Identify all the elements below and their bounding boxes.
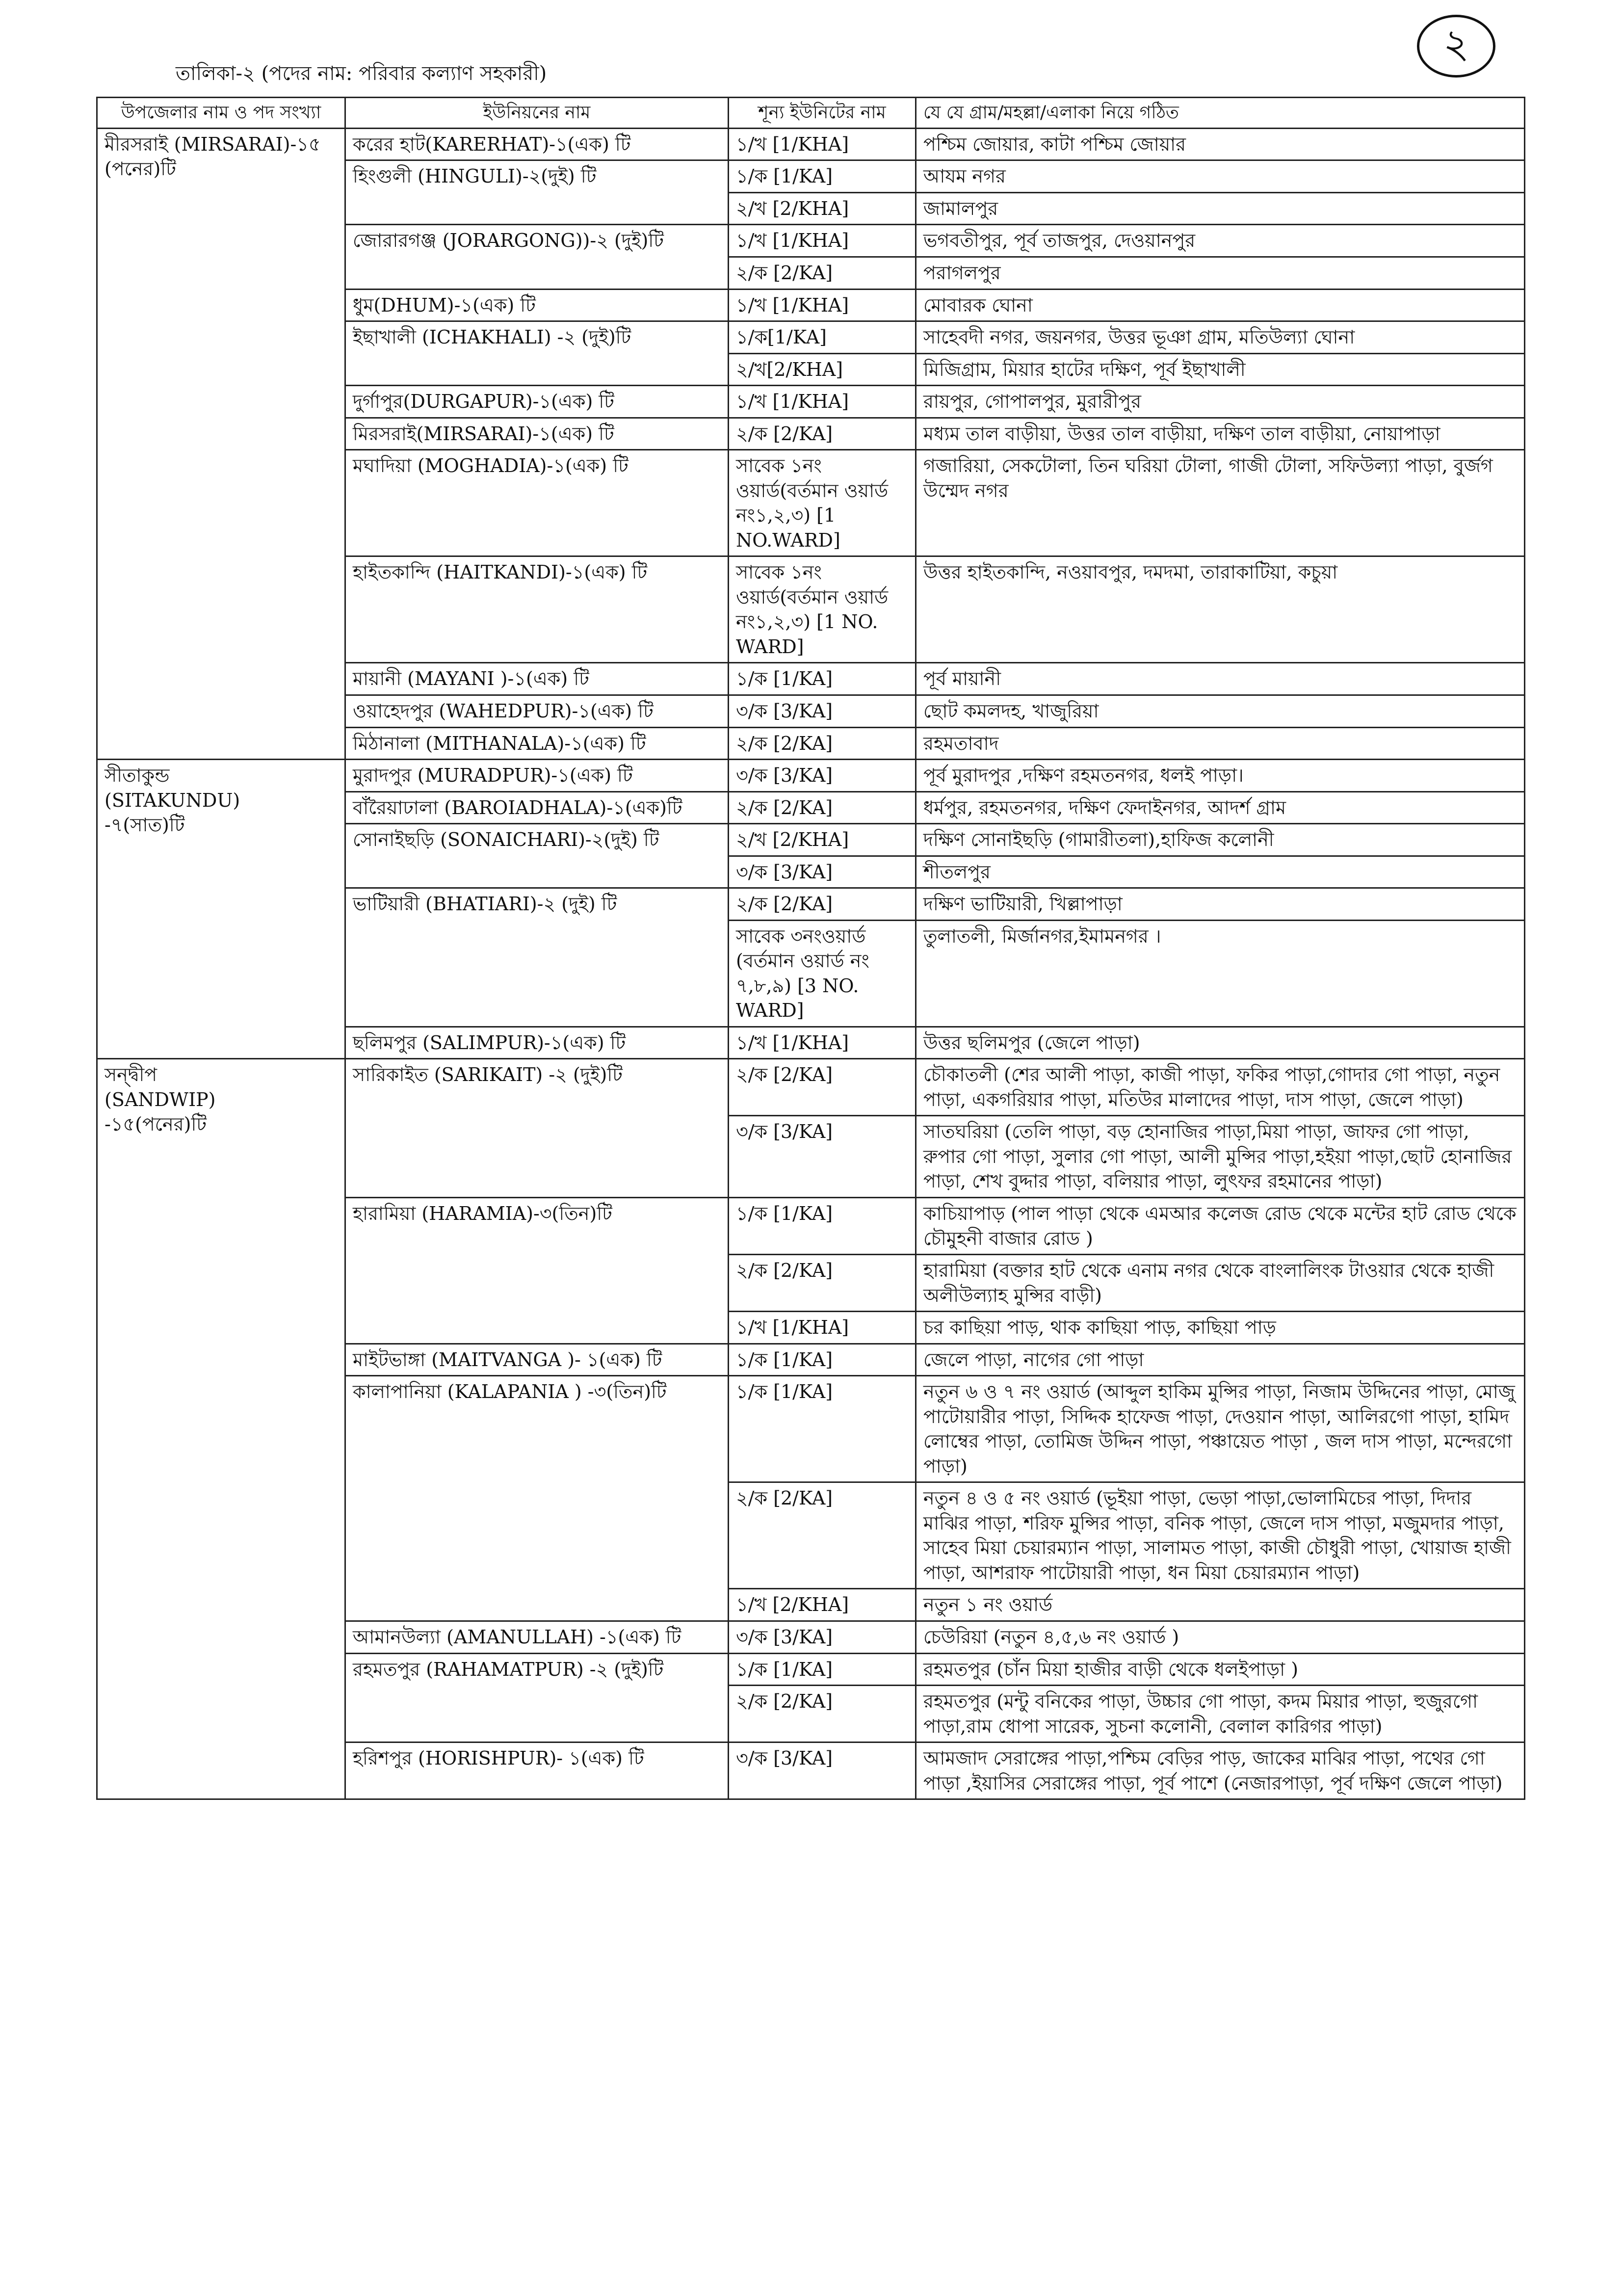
union-name-cell: মঘাদিয়া (MOGHADIA)-১(এক) টি xyxy=(345,450,729,556)
area-cell: পরাগলপুর xyxy=(916,257,1525,290)
unit-cell: ১/খ [1/KHA] xyxy=(729,225,916,257)
area-cell: চেউরিয়া (নতুন ৪,৫,৬ নং ওয়ার্ড ) xyxy=(916,1621,1525,1653)
area-cell: জেলে পাড়া, নাগের গো পাড়া xyxy=(916,1344,1525,1376)
union-name-cell: হরিশপুর (HORISHPUR)- ১(এক) টি xyxy=(345,1742,729,1799)
page-number: ২ xyxy=(1417,15,1495,78)
table-row xyxy=(97,760,1525,792)
table-header-row xyxy=(97,98,1525,129)
area-cell: মধ্যম তাল বাড়ীয়া, উত্তর তাল বাড়ীয়া, দক্ষিণ তাল বাড়ীয়া, নোয়াপাড়া xyxy=(916,418,1525,450)
union-name-cell: কালাপানিয়া (KALAPANIA ) -৩(তিন)টি xyxy=(345,1376,729,1621)
area-cell: চৌকাতলী (শের আলী পাড়া, কাজী পাড়া, ফকির পাড়া,গোদার গো পাড়া, নতুন পাড়া, একগরিয়ার পাড়া, মতিউর মালাদের পাড়া, দাস পাড়া, জেলে পাড়া) xyxy=(916,1059,1525,1116)
unit-cell: ১/খ [1/KHA] xyxy=(729,128,916,160)
upazila-name-line: -১৫(পনের)টি xyxy=(105,1113,207,1135)
unit-cell: ২/ক [2/KA] xyxy=(729,1482,916,1589)
union-name-cell: জোরারগঞ্জ (JORARGONG))-২ (দুই)টি xyxy=(345,225,729,289)
area-cell: মিজিগ্রাম, মিয়ার হাটের দক্ষিণ, পূর্ব ইছাখালী xyxy=(916,353,1525,386)
union-name-cell: সারিকাইত (SARIKAIT) -২ (দুই)টি xyxy=(345,1059,729,1198)
area-cell: ধর্মপুর, রহমতনগর, দক্ষিণ ফেদাইনগর, আদর্শ গ্রাম xyxy=(916,792,1525,824)
unit-cell: ৩/ক [3/KA] xyxy=(729,695,916,727)
area-cell: নতুন ৬ ও ৭ নং ওয়ার্ড (আব্দুল হাকিম মুন্সির পাড়া, নিজাম উদ্দিনের পাড়া, মোজু পাটোয়ারীর পাড়া, সিদ্দিক হাফেজ পাড়া, দেওয়ান পাড়া, আলিরগো পাড়া, হামিদ লোম্বের পাড়া, তোমিজ উদ্দিন পাড়া, পঞ্চায়েত পাড়া , জল দাস পাড়া, মন্দেরগো পাড়া) xyxy=(916,1376,1525,1482)
unit-cell: ২/খ[2/KHA] xyxy=(729,353,916,386)
header-upazila: উপজেলার নাম ও পদ সংখ্যা xyxy=(97,98,345,129)
unit-cell: ১/ক [1/KA] xyxy=(729,1376,916,1482)
unit-cell: ৩/ক [3/KA] xyxy=(729,1116,916,1198)
area-cell: চর কাছিয়া পাড়, থাক কাছিয়া পাড়, কাছিয়া পাড় xyxy=(916,1312,1525,1344)
unit-cell: ২/ক [2/KA] xyxy=(729,1059,916,1116)
table-caption: তালিকা-২ (পদের নাম: পরিবার কল্যাণ সহকারী) xyxy=(176,62,547,85)
unit-cell: ২/ক [2/KA] xyxy=(729,888,916,921)
upazila-cell xyxy=(97,760,345,1059)
union-name-cell: ছলিমপুর (SALIMPUR)-১(এক) টি xyxy=(345,1027,729,1059)
unit-cell: ১/খ [2/KHA] xyxy=(729,1589,916,1621)
union-name-cell: হিংগুলী (HINGULI)-২(দুই) টি xyxy=(345,160,729,225)
header-unit: শূন্য ইউনিটের নাম xyxy=(729,98,916,129)
area-cell: গজারিয়া, সেকটোলা, তিন ঘরিয়া টোলা, গাজী টোলা, সফিউল্যা পাড়া, বুর্জগ উম্মেদ নগর xyxy=(916,450,1525,556)
union-name-cell: মিঠানালা (MITHANALA)-১(এক) টি xyxy=(345,727,729,760)
union-name-cell: করের হাট(KARERHAT)-১(এক) টি xyxy=(345,128,729,160)
union-name-cell: মায়ানী (MAYANI )-১(এক) টি xyxy=(345,663,729,695)
upazila-name-line: -৭(সাত)টি xyxy=(105,814,185,836)
unit-cell: ১/খ [1/KHA] xyxy=(729,1312,916,1344)
union-name-cell: হাইতকান্দি (HAITKANDI)-১(এক) টি xyxy=(345,556,729,663)
unit-cell: ২/খ [2/KHA] xyxy=(729,192,916,225)
unit-cell: ২/ক [2/KA] xyxy=(729,727,916,760)
union-name-cell: রহমতপুর (RAHAMATPUR) -২ (দুই)টি xyxy=(345,1653,729,1742)
union-name-cell: ইছাখালী (ICHAKHALI) -২ (দুই)টি xyxy=(345,321,729,386)
area-cell: দক্ষিণ ভাটিয়ারী, খিল্লাপাড়া xyxy=(916,888,1525,921)
unit-cell: ১/ক [1/KA] xyxy=(729,1344,916,1376)
area-cell: আযম নগর xyxy=(916,160,1525,193)
upazila-name-line: সীতাকুন্ড xyxy=(105,765,170,787)
area-cell: উত্তর হাইতকান্দি, নওয়াবপুর, দমদমা, তারাকাটিয়া, কচুয়া xyxy=(916,556,1525,663)
union-name-cell: ভাটিয়ারী (BHATIARI)-২ (দুই) টি xyxy=(345,888,729,1027)
upazila-name-line: মীরসরাই (MIRSARAI)-১৫ xyxy=(105,133,321,155)
area-cell: হারামিয়া (বক্তার হাট থেকে এনাম নগর থেকে বাংলালিংক টাওয়ার থেকে হাজী অলীউল্যাহ মুন্সির বাড়ী) xyxy=(916,1255,1525,1312)
area-cell: নতুন ৪ ও ৫ নং ওয়ার্ড (ভূইয়া পাড়া, ভেড়া পাড়া,ভোলামিচের পাড়া, দিদার মাঝির পাড়া, শরিফ মুন্সির পাড়া, বনিক পাড়া, জেলে দাস পাড়া, মজুমদার পাড়া, সাহেব মিয়া চেয়ারম্যান পাড়া, সালামত পাড়া, কাজী চৌধুরী পাড়া, খোয়াজ হাজী পাড়া, আশরাফ পাটোয়ারী পাড়া, ধন মিয়া চেয়ারম্যান পাড়া) xyxy=(916,1482,1525,1589)
unit-cell: ১/ক [1/KA] xyxy=(729,160,916,193)
unit-cell: ৩/ক [3/KA] xyxy=(729,856,916,888)
union-name-cell: দুর্গাপুর(DURGAPUR)-১(এক) টি xyxy=(345,386,729,418)
unit-cell: ১/ক [1/KA] xyxy=(729,1198,916,1255)
unit-cell: ১/খ [1/KHA] xyxy=(729,289,916,321)
header-area: যে যে গ্রাম/মহল্লা/এলাকা নিয়ে গঠিত xyxy=(916,98,1525,129)
unit-cell: ২/ক [2/KA] xyxy=(729,1255,916,1312)
header-union: ইউনিয়নের নাম xyxy=(345,98,729,129)
upazila-name-line: (পনের)টি xyxy=(105,158,176,180)
area-cell: নতুন ১ নং ওয়ার্ড xyxy=(916,1589,1525,1621)
unit-cell: ৩/ক [3/KA] xyxy=(729,1621,916,1653)
unit-cell: ২/খ [2/KHA] xyxy=(729,824,916,856)
unit-cell: ১/খ [1/KHA] xyxy=(729,1027,916,1059)
area-cell: সাহেবদী নগর, জয়নগর, উত্তর ভূঞা গ্রাম, মতিউল্যা ঘোনা xyxy=(916,321,1525,354)
union-name-cell: ধুম(DHUM)-১(এক) টি xyxy=(345,289,729,321)
area-cell: রহমতপুর (মন্টু বনিকের পাড়া, উচ্চার গো পাড়া, কদম মিয়ার পাড়া, হুজুরগো পাড়া,রাম ধোপা সারেক, সুচনা কলোনী, বেলাল কারিগর পাড়া) xyxy=(916,1686,1525,1742)
area-cell: মোবারক ঘোনা xyxy=(916,289,1525,321)
unit-cell: সাবেক ১নং ওয়ার্ড(বর্তমান ওয়ার্ড নং১,২,৩) [1 NO. WARD] xyxy=(729,556,916,663)
union-name-cell: মুরাদপুর (MURADPUR)-১(এক) টি xyxy=(345,760,729,792)
unit-cell: ১/ক [1/KA] xyxy=(729,1653,916,1686)
unit-cell: ৩/ক [3/KA] xyxy=(729,760,916,792)
unit-cell: সাবেক ৩নংওয়ার্ড (বর্তমান ওয়ার্ড নং ৭,৮,৯) [3 NO. WARD] xyxy=(729,920,916,1027)
area-cell: শীতলপুর xyxy=(916,856,1525,888)
area-cell: পূর্ব মুরাদপুর ,দক্ষিণ রহমতনগর, ধলই পাড়া। xyxy=(916,760,1525,792)
union-name-cell: বাঁরৈয়াঢালা (BAROIADHALA)-১(এক)টি xyxy=(345,792,729,824)
area-cell: দক্ষিণ সোনাইছড়ি (গামারীতলা),হাফিজ কলোনী xyxy=(916,824,1525,856)
upazila-cell xyxy=(97,1059,345,1799)
upazila-cell xyxy=(97,128,345,759)
area-cell: রহমতপুর (চাঁন মিয়া হাজীর বাড়ী থেকে ধলইপাড়া ) xyxy=(916,1653,1525,1686)
union-name-cell: আমানউল্যা (AMANULLAH) -১(এক) টি xyxy=(345,1621,729,1653)
area-cell: ভগবতীপুর, পূর্ব তাজপুর, দেওয়ানপুর xyxy=(916,225,1525,257)
union-name-cell: মিরসরাই(MIRSARAI)-১(এক) টি xyxy=(345,418,729,450)
upazila-name-line: (SITAKUNDU) xyxy=(105,789,240,811)
posts-table xyxy=(96,97,1525,1800)
upazila-name-line: (SANDWIP) xyxy=(105,1088,216,1110)
area-cell: রহমতাবাদ xyxy=(916,727,1525,760)
unit-cell: ২/ক [2/KA] xyxy=(729,418,916,450)
area-cell: জামালপুর xyxy=(916,192,1525,225)
table-row xyxy=(97,1059,1525,1116)
area-cell: কাচিয়াপাড় (পাল পাড়া থেকে এমআর কলেজ রোড থেকে মন্টের হাট রোড থেকে চৌমুহনী বাজার রোড ) xyxy=(916,1198,1525,1255)
table-row xyxy=(97,128,1525,160)
union-name-cell: মাইটভাঙ্গা (MAITVANGA )- ১(এক) টি xyxy=(345,1344,729,1376)
area-cell: পূর্ব মায়ানী xyxy=(916,663,1525,695)
area-cell: আমজাদ সেরাঙ্গের পাড়া,পশ্চিম বেড়ির পাড়, জাকের মাঝির পাড়া, পথের গো পাড়া ,ইয়াসির সেরাঙ্গের পাড়া, পূর্ব পাশে (নেজারপাড়া, পূর্ব দক্ষিণ জেলে পাড়া) xyxy=(916,1742,1525,1799)
unit-cell: ২/ক [2/KA] xyxy=(729,792,916,824)
unit-cell: সাবেক ১নং ওয়ার্ড(বর্তমান ওয়ার্ড নং১,২,৩) [1 NO.WARD] xyxy=(729,450,916,556)
table-body xyxy=(97,128,1525,1799)
area-cell: সাতঘরিয়া (তেলি পাড়া, বড় হোনাজির পাড়া,মিয়া পাড়া, জাফর গো পাড়া, রুপার গো পাড়া, সুলার গো পাড়া, আলী মুন্সির পাড়া,হইয়া পাড়া,ছোট হোনাজির পাড়া, শেখ বুদ্দার পাড়া, বলিয়ার পাড়া, লুৎফর রহমানের পাড়া) xyxy=(916,1116,1525,1198)
area-cell: উত্তর ছলিমপুর (জেলে পাড়া) xyxy=(916,1027,1525,1059)
unit-cell: ২/ক [2/KA] xyxy=(729,1686,916,1742)
unit-cell: ১/খ [1/KHA] xyxy=(729,386,916,418)
area-cell: রায়পুর, গোপালপুর, মুরারীপুর xyxy=(916,386,1525,418)
area-cell: পশ্চিম জোয়ার, কাটা পশ্চিম জোয়ার xyxy=(916,128,1525,160)
area-cell: ছোট কমলদহ, খাজুরিয়া xyxy=(916,695,1525,727)
union-name-cell: ওয়াহেদপুর (WAHEDPUR)-১(এক) টি xyxy=(345,695,729,727)
unit-cell: ২/ক [2/KA] xyxy=(729,257,916,290)
union-name-cell: সোনাইছড়ি (SONAICHARI)-২(দুই) টি xyxy=(345,824,729,888)
area-cell: তুলাতলী, মির্জানগর,ইমামনগর । xyxy=(916,920,1525,1027)
unit-cell: ১/ক [1/KA] xyxy=(729,663,916,695)
union-name-cell: হারামিয়া (HARAMIA)-৩(তিন)টি xyxy=(345,1198,729,1344)
unit-cell: ৩/ক [3/KA] xyxy=(729,1742,916,1799)
unit-cell: ১/ক[1/KA] xyxy=(729,321,916,354)
upazila-name-line: সন্দ্বীপ xyxy=(105,1064,157,1086)
